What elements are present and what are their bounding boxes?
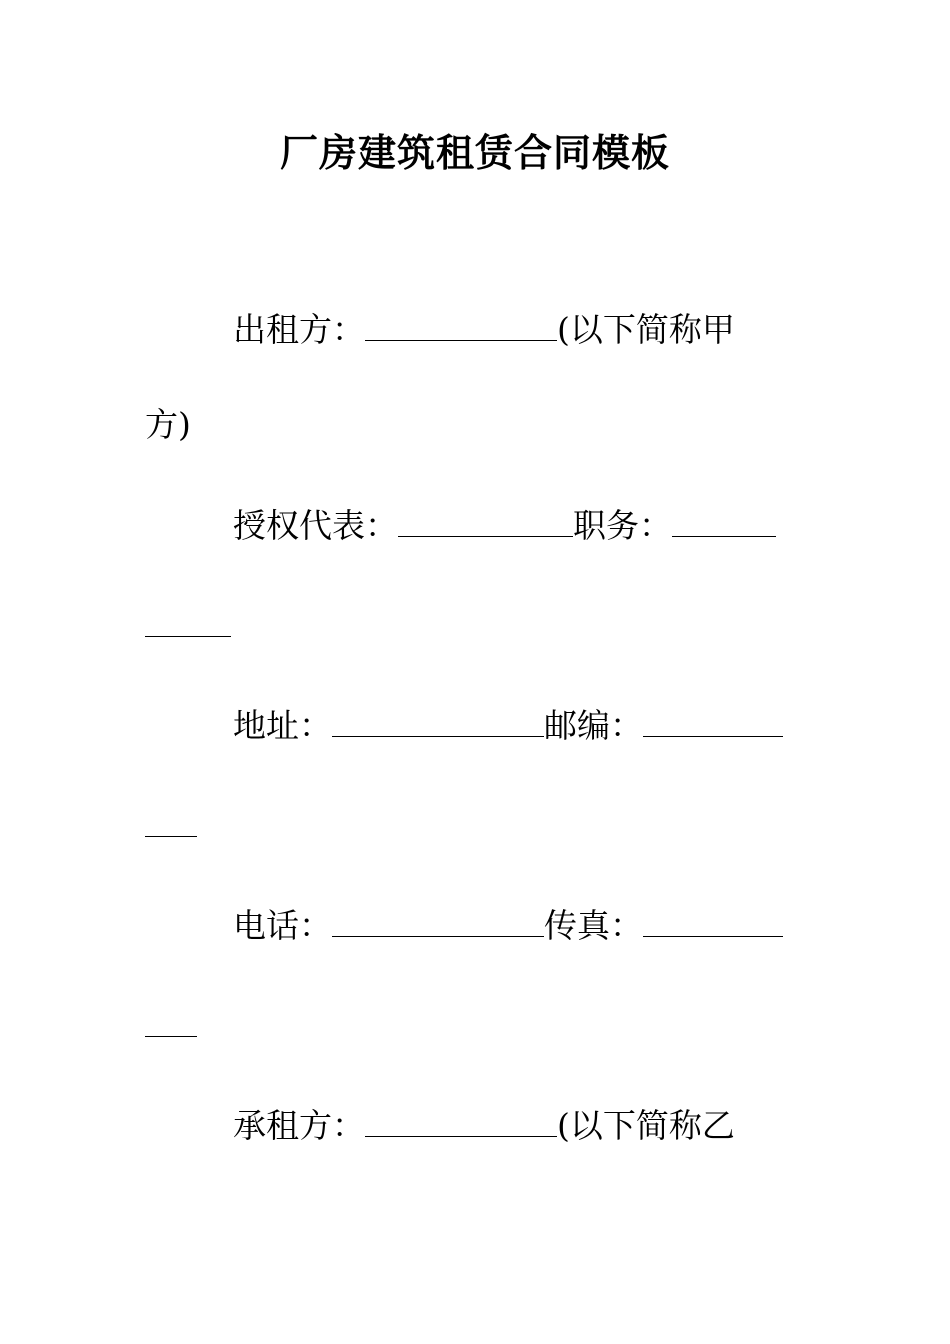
- phone-line: [233, 902, 783, 949]
- address-label: 地址：: [233, 706, 332, 745]
- lessor-suffix: (以下简称甲: [557, 310, 735, 349]
- lessee-blank[interactable]: [365, 1102, 557, 1137]
- address-blank[interactable]: [332, 702, 544, 737]
- lessor-suffix-cont: 方): [145, 405, 191, 444]
- lessor-blank[interactable]: [365, 306, 557, 341]
- position-label: 职务：: [573, 506, 672, 545]
- lessor-label: 出租方：: [233, 310, 365, 349]
- postcode-blank-cont[interactable]: [145, 802, 197, 837]
- position-blank[interactable]: [672, 502, 776, 537]
- position-blank-cont-line: [145, 602, 231, 649]
- phone-blank[interactable]: [332, 902, 544, 937]
- lessee-label: 承租方：: [233, 1106, 365, 1145]
- representative-blank[interactable]: [398, 502, 573, 537]
- phone-label: 电话：: [233, 906, 332, 945]
- lessee-suffix: (以下简称乙: [557, 1106, 735, 1145]
- address-line: [233, 702, 783, 749]
- fax-blank[interactable]: [643, 902, 783, 937]
- lessee-line: [233, 1102, 735, 1149]
- postcode-label: 邮编：: [544, 706, 643, 745]
- fax-blank-cont-line: [145, 1002, 197, 1049]
- postcode-blank-cont-line: [145, 802, 197, 849]
- fax-label: 传真：: [544, 906, 643, 945]
- representative-line: [233, 502, 776, 549]
- lessor-line: [233, 306, 735, 353]
- position-blank-cont[interactable]: [145, 602, 231, 637]
- document-title: 厂房建筑租赁合同模板: [279, 130, 670, 175]
- fax-blank-cont[interactable]: [145, 1002, 197, 1037]
- representative-label: 授权代表：: [233, 506, 398, 545]
- postcode-blank[interactable]: [643, 702, 783, 737]
